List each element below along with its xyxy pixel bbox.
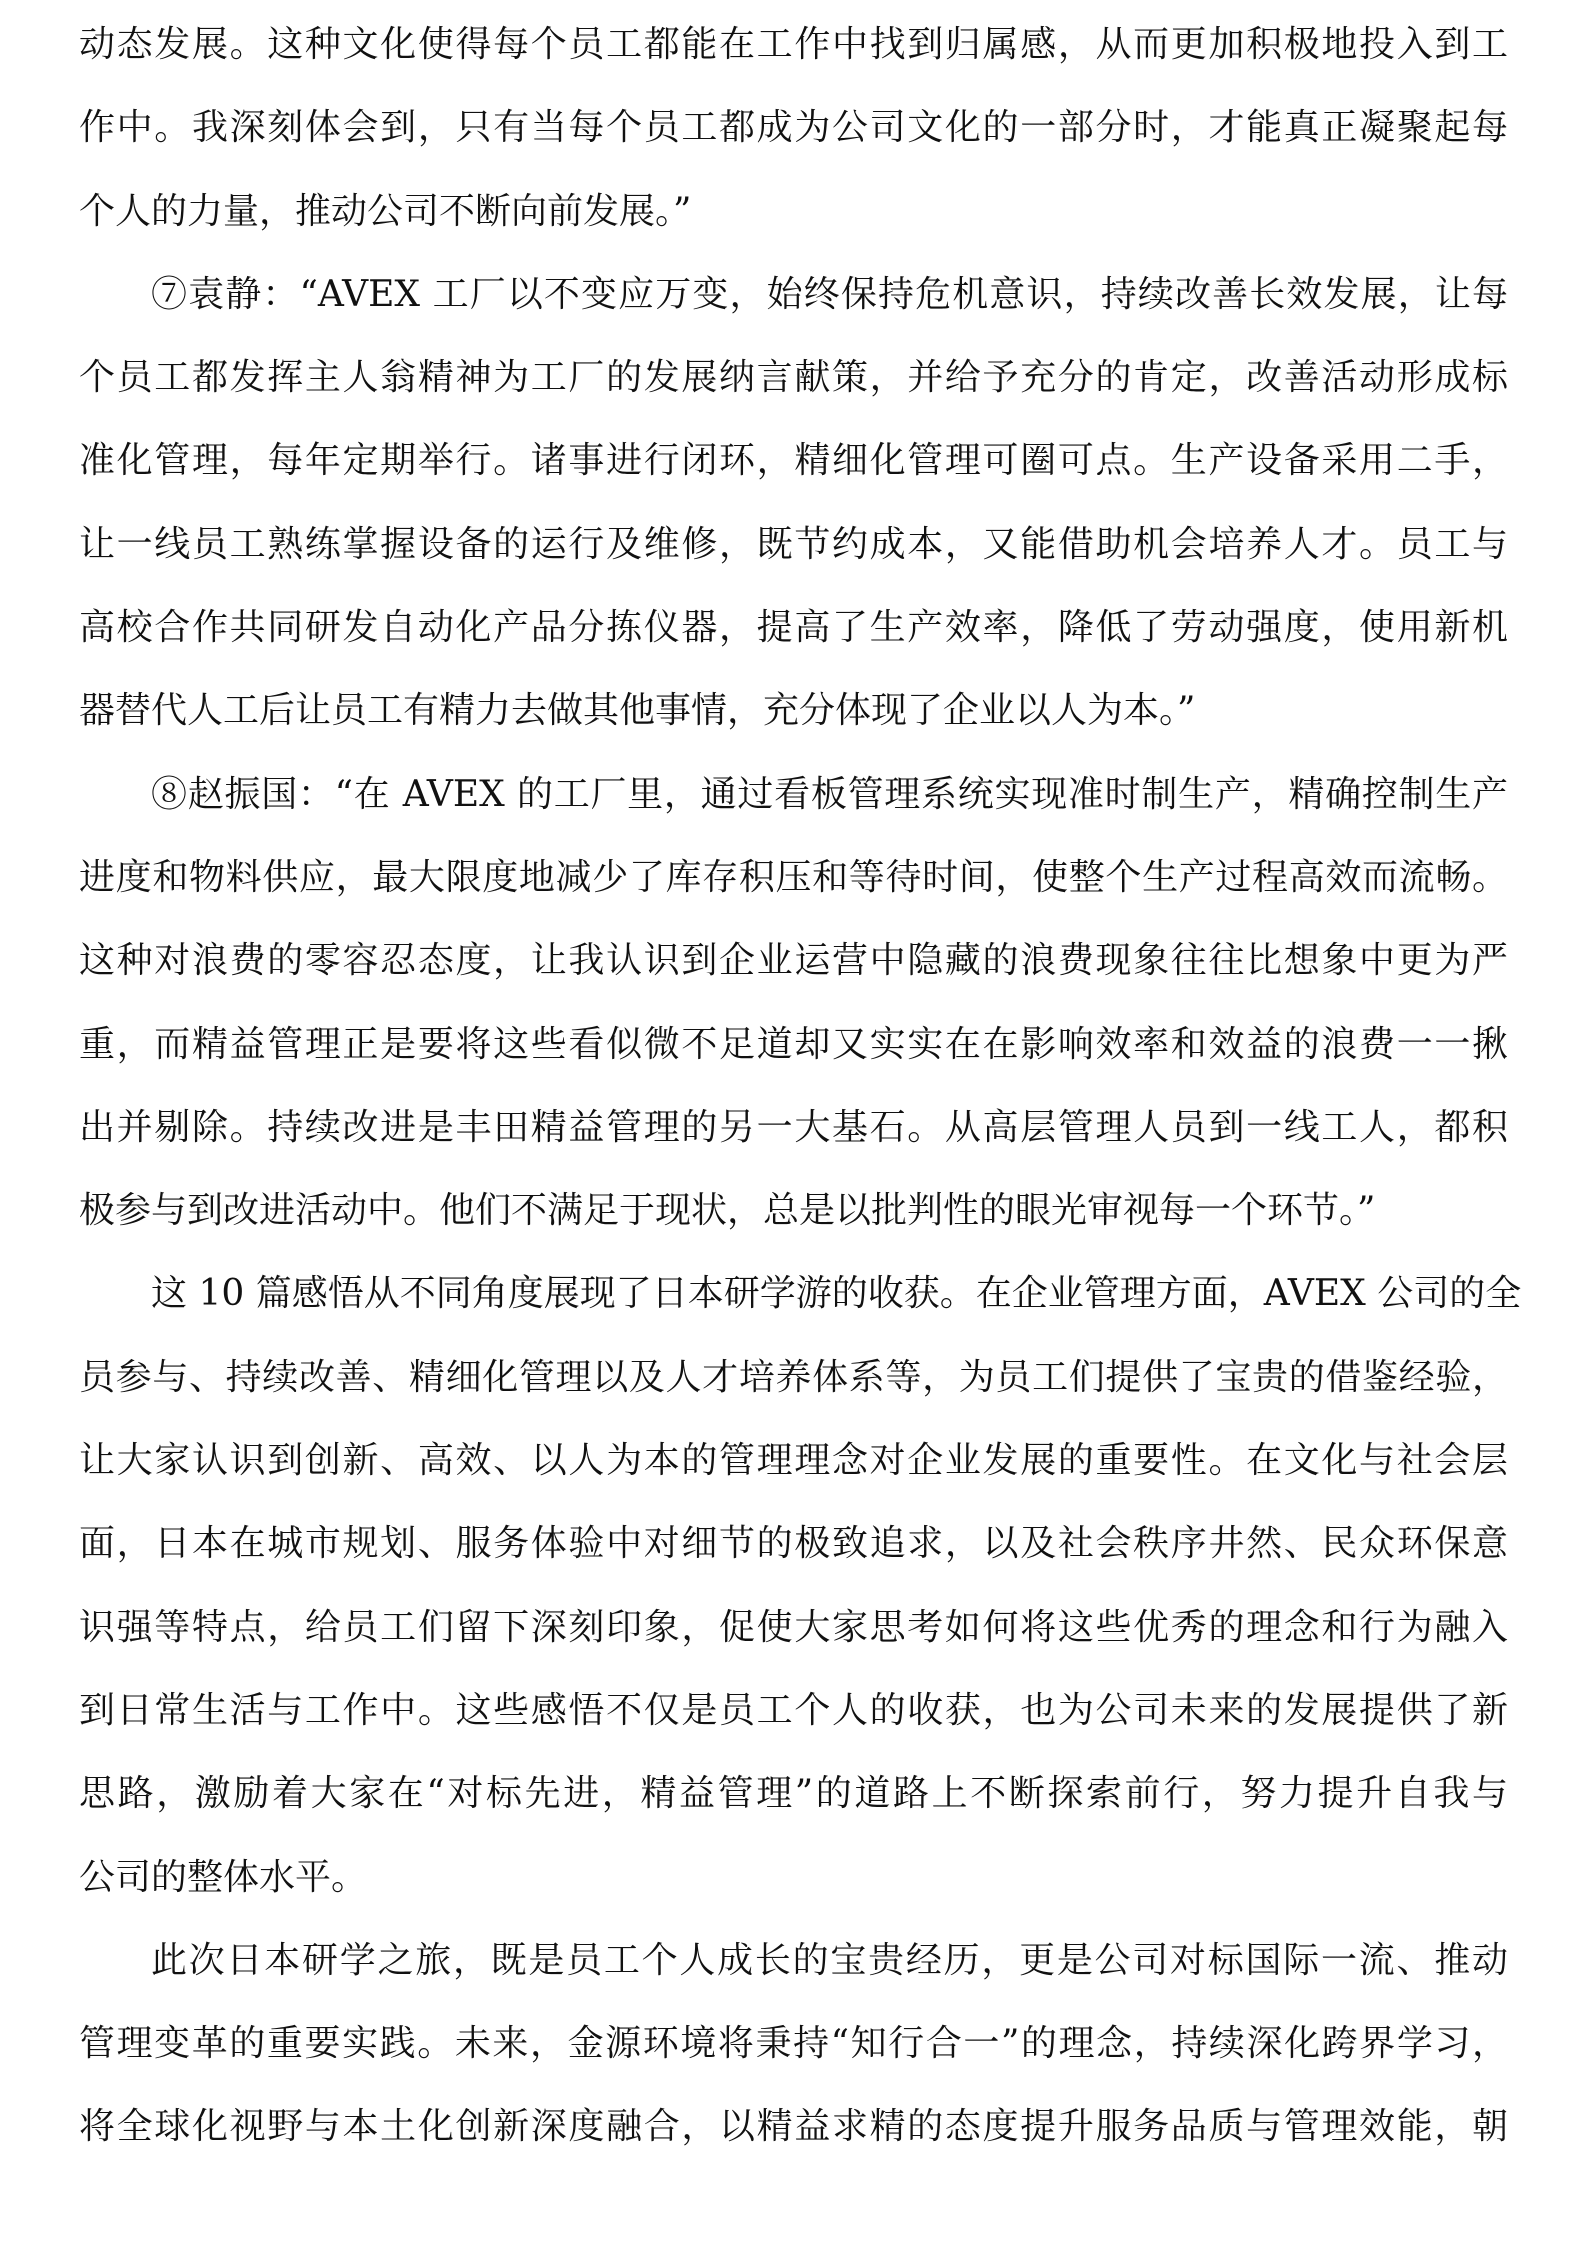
text-line: 高校合作共同研发自动化产品分拣仪器，提高了生产效率，降低了劳动强度，使用新机 bbox=[79, 607, 1508, 649]
text-line: 此次日本研学之旅，既是员工个人成长的宝贵经历，更是公司对标国际一流、推动 bbox=[151, 1939, 1508, 1981]
text-line: 这 10 篇感悟从不同角度展现了日本研学游的收获。在企业管理方面，AVEX 公司的全 bbox=[151, 1273, 1522, 1315]
paragraph-zhao-zhenguo bbox=[79, 753, 1508, 1253]
text-line: 极参与到改进活动中。他们不满足于现状，总是以批判性的眼光审视每一个环节。” bbox=[79, 1190, 1376, 1232]
text-line: 面，日本在城市规划、服务体验中对细节的极致追求，以及社会秩序井然、民众环保意 bbox=[79, 1523, 1508, 1565]
text-line: 个员工都发挥主人翁精神为工厂的发展纳言献策，并给予充分的肯定，改善活动形成标 bbox=[79, 357, 1508, 399]
paragraph-conclusion bbox=[79, 1919, 1508, 2169]
text-line: ⑦袁静：“AVEX 工厂以不变应万变，始终保持危机意识，持续改善长效发展，让每 bbox=[151, 273, 1508, 315]
text-line: 公司的整体水平。 bbox=[79, 1856, 368, 1898]
text-line: 让大家认识到创新、高效、以人为本的管理理念对企业发展的重要性。在文化与社会层 bbox=[79, 1440, 1508, 1482]
text-line: 准化管理，每年定期举行。诸事进行闭环，精细化管理可圈可点。生产设备采用二手， bbox=[79, 440, 1508, 482]
text-line: 重，而精益管理正是要将这些看似微不足道却又实实在在影响效率和效益的浪费一一揪 bbox=[79, 1023, 1508, 1065]
text-line: ⑧赵振国：“在 AVEX 的工厂里，通过看板管理系统实现准时制生产，精确控制生产 bbox=[151, 773, 1508, 815]
text-line: 动态发展。这种文化使得每个员工都能在工作中找到归属感，从而更加积极地投入到工 bbox=[79, 24, 1508, 65]
text-line: 这种对浪费的零容忍态度，让我认识到企业运营中隐藏的浪费现象往往比想象中更为严 bbox=[79, 940, 1508, 982]
text-line: 进度和物料供应，最大限度地减少了库存积压和等待时间，使整个生产过程高效而流畅。 bbox=[79, 856, 1508, 898]
text-line: 管理变革的重要实践。未来，金源环境将秉持“知行合一”的理念，持续深化跨界学习， bbox=[79, 2023, 1508, 2065]
text-line: 思路，激励着大家在“对标先进，精益管理”的道路上不断探索前行，努力提升自我与 bbox=[79, 1773, 1508, 1815]
text-line: 作中。我深刻体会到，只有当每个员工都成为公司文化的一部分时，才能真正凝聚起每 bbox=[79, 107, 1508, 149]
text-line: 让一线员工熟练掌握设备的运行及维修，既节约成本，又能借助机会培养人才。员工与 bbox=[79, 523, 1508, 565]
text-line: 将全球化视野与本土化创新深度融合，以精益求精的态度提升服务品质与管理效能，朝 bbox=[79, 2106, 1508, 2148]
body-text bbox=[79, 3, 1522, 2169]
paragraph-summary bbox=[79, 1252, 1522, 1918]
text-line: 员参与、持续改善、精细化管理以及人才培养体系等，为员工们提供了宝贵的借鉴经验， bbox=[79, 1356, 1508, 1398]
paragraph-continuation bbox=[79, 3, 1508, 253]
text-line: 识强等特点，给员工们留下深刻印象，促使大家思考如何将这些优秀的理念和行为融入 bbox=[79, 1606, 1508, 1648]
text-line: 出并剔除。持续改进是丰田精益管理的另一大基石。从高层管理人员到一线工人，都积 bbox=[79, 1106, 1508, 1148]
text-line: 到日常生活与工作中。这些感悟不仅是员工个人的收获，也为公司未来的发展提供了新 bbox=[79, 1689, 1508, 1731]
text-line: 器替代人工后让员工有精力去做其他事情，充分体现了企业以人为本。” bbox=[79, 690, 1196, 732]
text-line: 个人的力量，推动公司不断向前发展。” bbox=[79, 190, 692, 232]
paragraph-yuan-jing bbox=[79, 253, 1508, 753]
